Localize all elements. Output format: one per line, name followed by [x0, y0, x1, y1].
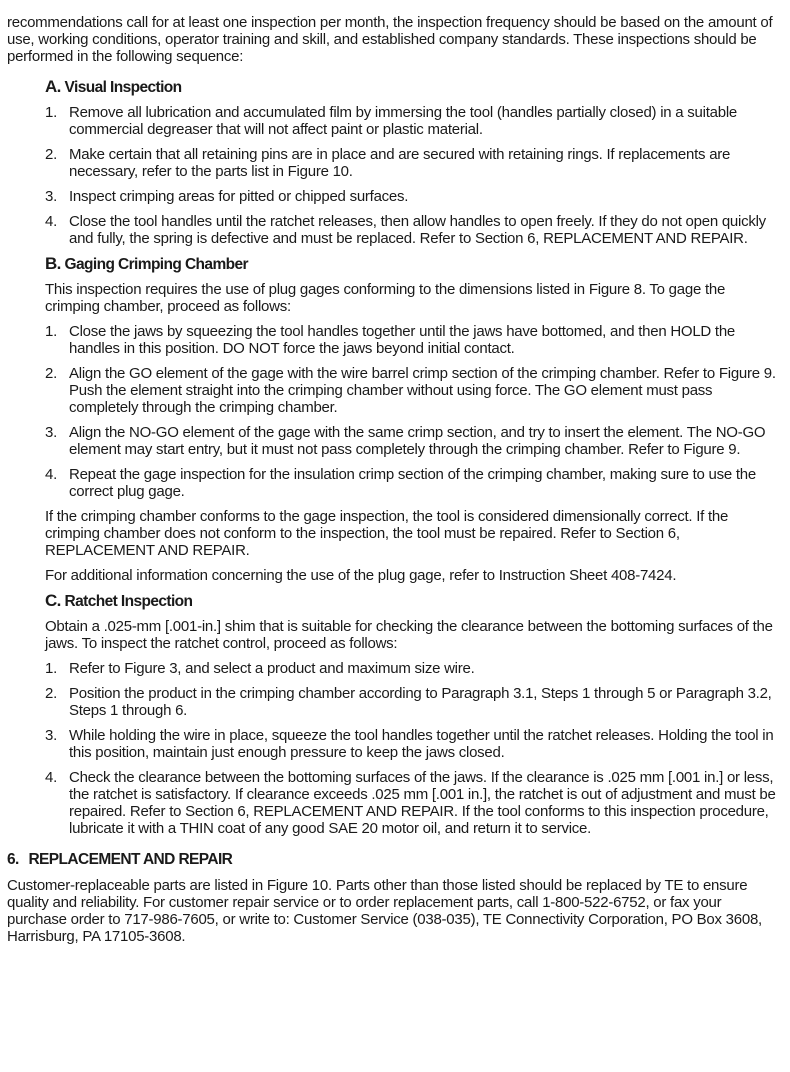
list-item: [45, 660, 780, 677]
step-text: Align the GO element of the gage with the wire barrel crimp section of the crimping chamber. Refer to Figure 9. Push the element straight into the crimping chamber without using force. The GO element must pass completely through the crimping chamber.: [69, 365, 776, 416]
step-text: Inspect crimping areas for pitted or chipped surfaces.: [69, 188, 409, 205]
step-text: Make certain that all retaining pins are in place and are secured with retaining rings. If replacements are necessary, refer to the parts list in Figure 10.: [69, 146, 731, 180]
section-b-intro: This inspection requires the use of plug gages conforming to the dimensions listed in Figure 8. To gage the crimping chamber, proceed as follows:: [45, 281, 726, 315]
section-6-heading: [7, 851, 780, 868]
list-item: [45, 466, 780, 500]
list-item: [45, 146, 780, 180]
list-item: [45, 323, 780, 357]
section-b-heading: [45, 255, 780, 273]
section-replacement-and-repair: [7, 851, 780, 945]
section-c-intro: Obtain a .025-mm [.001-in.] shim that is suitable for checking the clearance between the bottoming surfaces of the jaws. To inspect the ratchet control, proceed as follows:: [45, 618, 773, 652]
section-a-heading: [45, 78, 780, 96]
list-item: [45, 213, 780, 247]
section-visual-inspection: [7, 78, 780, 247]
list-item: [45, 365, 780, 416]
section-c-title: Ratchet Inspection: [64, 593, 193, 610]
step-number: 3.: [45, 424, 58, 441]
step-number: 3.: [45, 727, 58, 744]
list-item: [45, 685, 780, 719]
intro-paragraph: recommendations call for at least one inspection per month, the inspection frequency should be based on the amount of use, working conditions, operator training and skill, and established company standards. These inspections should be performed in the following sequence:: [7, 14, 773, 65]
step-number: 1.: [45, 660, 58, 677]
section-c-letter: C.: [45, 591, 61, 610]
step-text: Close the jaws by squeezing the tool handles together until the jaws have bottomed, and then HOLD the handles in this position. DO NOT force the jaws beyond initial contact.: [69, 323, 736, 357]
section-6-paragraph: Customer-replaceable parts are listed in Figure 10. Parts other than those listed should be replaced by TE to ensure quality and reliability. For customer repair service or to order replacement parts, call 1-800-522-6752, or fax your purchase order to 717-986-7605, or write to: Customer Service (038-035), TE Connectivity Corporation, PO Box 3608, Harrisburg, PA 17105-3608.: [7, 877, 762, 945]
step-text: While holding the wire in place, squeeze the tool handles together until the ratchet releases. Holding the tool in this position, maintain just enough pressure to keep the jaws closed.: [69, 727, 774, 761]
step-number: 4.: [45, 769, 58, 786]
section-gaging-crimping-chamber: [7, 255, 780, 584]
step-number: 4.: [45, 466, 58, 483]
section-6-number: 6.: [7, 851, 19, 868]
step-number: 3.: [45, 188, 58, 205]
section-c-heading: [45, 592, 780, 610]
section-b-steps: [45, 323, 780, 500]
section-b-title: Gaging Crimping Chamber: [64, 256, 248, 273]
list-item: [45, 104, 780, 138]
step-number: 1.: [45, 104, 58, 121]
section-b-conformance-note: If the crimping chamber conforms to the gage inspection, the tool is considered dimensionally correct. If the crimping chamber does not conform to the inspection, the tool must be repaired. Refer to Section 6, REPLACEMENT AND REPAIR.: [45, 508, 729, 559]
step-number: 2.: [45, 146, 58, 163]
step-text: Align the NO-GO element of the gage with the same crimp section, and try to insert the element. The NO-GO element may start entry, but it must not pass completely through the crimping chamber. Refer to Figure 9.: [69, 424, 766, 458]
section-a-steps: [45, 104, 780, 247]
step-text: Position the product in the crimping chamber according to Paragraph 3.1, Steps 1 through 5 or Paragraph 3.2, Steps 1 through 6.: [69, 685, 772, 719]
step-number: 2.: [45, 685, 58, 702]
list-item: [45, 424, 780, 458]
step-number: 2.: [45, 365, 58, 382]
section-a-title: Visual Inspection: [64, 79, 182, 96]
section-b-letter: B.: [45, 254, 61, 273]
step-number: 1.: [45, 323, 58, 340]
step-number: 4.: [45, 213, 58, 230]
step-text: Refer to Figure 3, and select a product and maximum size wire.: [69, 660, 475, 677]
step-text: Repeat the gage inspection for the insulation crimp section of the crimping chamber, making sure to use the correct plug gage.: [69, 466, 756, 500]
section-a-letter: A.: [45, 77, 61, 96]
section-b-reference-note: For additional information concerning the use of the plug gage, refer to Instruction Sheet 408-7424.: [45, 567, 677, 584]
section-6-title: REPLACEMENT AND REPAIR: [28, 851, 233, 868]
section-ratchet-inspection: [7, 592, 780, 837]
step-text: Remove all lubrication and accumulated film by immersing the tool (handles partially closed) in a suitable commercial degreaser that will not affect paint or plastic material.: [69, 104, 738, 138]
section-c-steps: [45, 660, 780, 837]
step-text: Check the clearance between the bottoming surfaces of the jaws. If the clearance is .025 mm [.001 in.] or less, the ratchet is satisfactory. If clearance exceeds .025 mm [.001 in.], the ratchet is out of adjustment and must be repaired. Refer to Section 6, REPLACEMENT AND REPAIR. If the tool conforms to this inspection procedure, lubricate it with a THIN coat of any good SAE 20 motor oil, and return it to service.: [69, 769, 776, 837]
list-item: [45, 727, 780, 761]
list-item: [45, 769, 780, 837]
list-item: [45, 188, 780, 205]
step-text: Close the tool handles until the ratchet releases, then allow handles to open freely. If they do not open quickly and fully, the spring is defective and must be replaced. Refer to Section 6, REPLACEMENT AND REPAIR.: [69, 213, 766, 247]
